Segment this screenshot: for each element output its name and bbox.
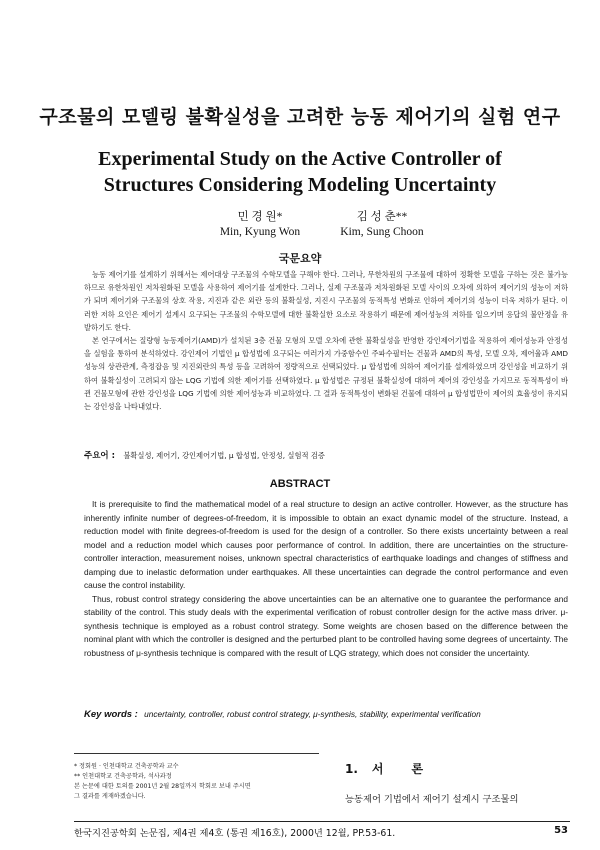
english-abstract-paragraph-2: Thus, robust control strategy considering the above uncertainties can be an alternative one to guarantee the performance and stability of the control. This study deals with the experimental verification of robust controller design for the active mass driver. μ-synthesis technique is employed as a robust control strategy. Some weights are chosen based on the difference between the nominal plant with which the controller is designed and the perturbed plant to be controlled having some degrees of uncertainty. The robustness of μ-synthesis technique is compared with the result of LQG strategy, which does not consider the uncertainty. [84,593,568,658]
section-number: 1. [345,762,358,776]
korean-keywords-label: 주요어 : [84,451,115,461]
section-first-line: 능동제어 기법에서 제어기 설계시 구조물의 [345,794,519,805]
english-abstract-heading: ABSTRACT [269,478,331,490]
footnotes [74,762,319,802]
author-2 [282,210,482,240]
footnote-2: ** 인천대학교 건축공학과, 석사과정 [74,773,172,780]
section-title-part2: 론 [411,762,424,776]
footnote-4: 그 결과를 게재하겠습니다. [74,793,146,800]
author-1-english: Min, Kyung Won [219,226,301,238]
page-number: 53 [554,825,568,836]
footer-divider [74,821,570,822]
english-abstract [84,498,568,660]
english-keywords-label: Key words : [84,709,138,720]
korean-keywords [84,450,568,462]
title-english-line2: Structures Considering Modeling Uncertainty [103,174,497,196]
korean-keywords-text: 불확실성, 제어기, 강인제어기법, μ 합성법, 안정성, 실험적 검증 [123,451,325,460]
english-keywords-text: uncertainty, controller, robust control strategy, μ-synthesis, stability, experimental verification [144,709,481,719]
english-abstract-paragraph-1: It is prerequisite to find the mathematical model of a real structure to design an active controller. However, as the structure has inherently infinite number of degrees-of-freedom, it is impossible to obtain an exact dynamic model of the structure. Instead, a reduction model with finite degrees-of-freedom is used for the design of a controller. So there exists uncertainty between a real model and a reduction model which causes poor performance of control. In addition, there are uncertainties on the structure-controller interaction, measurement noises, unknown spectral characteristics of earthquake loadings and changes of stiffness and damping due to inelastic deformation under earthquakes. All these uncertainties can degrade the control performance and even cause the control instability. [84,499,568,590]
footnote-divider [74,753,319,754]
korean-abstract [84,268,568,413]
footnote-3: 본 논문에 대한 토의를 2001년 2월 28일까지 학회로 보내 주시면 [74,783,251,790]
english-keywords [84,708,568,721]
journal-citation: 한국지진공학회 논문집, 제4권 제4호 (통권 제16호), 2000년 12월, PP.53-61. [74,828,396,839]
author-1-korean: 민 경 원* [237,211,283,223]
section-heading [345,760,565,777]
korean-abstract-paragraph-1: 능동 제어기를 설계하기 위해서는 제어대상 구조물의 수학모델을 구해야 한다. 그러나, 무한차원의 구조물에 대하여 정확한 모델을 구하는 것은 불가능하므로 유한차원인 저차원화된 모델을 사용하여 제어기를 설계한다. 그러나, 실제 구조물과 저차원화된 모델 사이의 오차에 의하여 제어기의 성능이 저하가 되며 제어기와 구조물의 상호 작용, 지진과 같은 외란 등의 불확실성, 지진시 구조물의 동적특성 변화로 인하여 제어기의 성능이 더욱 저하가 된다. 이러한 저하 요인은 제어기 설계시 요구되는 구조물의 수학모델에 대한 불확실한 요소로 작용하기 때문에 제어성능의 저하를 일으키며 응답의 불안정을 유발하기도 한다. [84,270,568,332]
section-title-part1: 서 [371,762,384,776]
korean-abstract-heading: 국문요약 [278,252,322,265]
title-english-line1: Experimental Study on the Active Controller of [98,148,502,170]
korean-abstract-paragraph-2: 본 연구에서는 질량형 능동제어기(AMD)가 설치된 3층 건물 모형의 모델 오차에 관한 불확실성을 반영한 강인제어기법을 적용하여 제어성능과 안정성을 실험을 통하여 분석하였다. 강인제어 기법인 μ 합성법에 요구되는 여러가지 가중함수인 주파수필터는 건물과 AMD의 특성, 모델 오차, 제어율과 AMD 성능의 상관관계, 측정잡음 및 지진외란의 특성 등을 고려하여 정량적으로 선택되었다. μ 합성법에 의하여 제어기를 설계하였으며 강인성을 비교하기 위하여 불확실성이 고려되지 않는 LQG 기법에 의한 제어기를 선택하였다. μ 합성법은 규정된 불확실성에 대하여 제어의 강인성을 가지므로 동적특성이 바뀐 건물모형에 관한 강인성을 LQG 기법에 의한 제어성능과 비교하였다. 그 결과 동적특성이 변화된 건물에 대하여 μ 합성법만이 제어의 효율성이 유지되는 강인성을 나타내었다. [84,336,568,412]
footnote-1: * 정회원 · 인천대학교 건축공학과 교수 [74,763,179,770]
title-korean: 구조물의 모델링 불확실성을 고려한 능동 제어기의 실험 연구 [39,106,561,128]
author-2-korean: 김 성 춘** [356,211,408,223]
author-2-english: Kim, Sung Choon [340,226,424,238]
title-english [0,146,600,198]
